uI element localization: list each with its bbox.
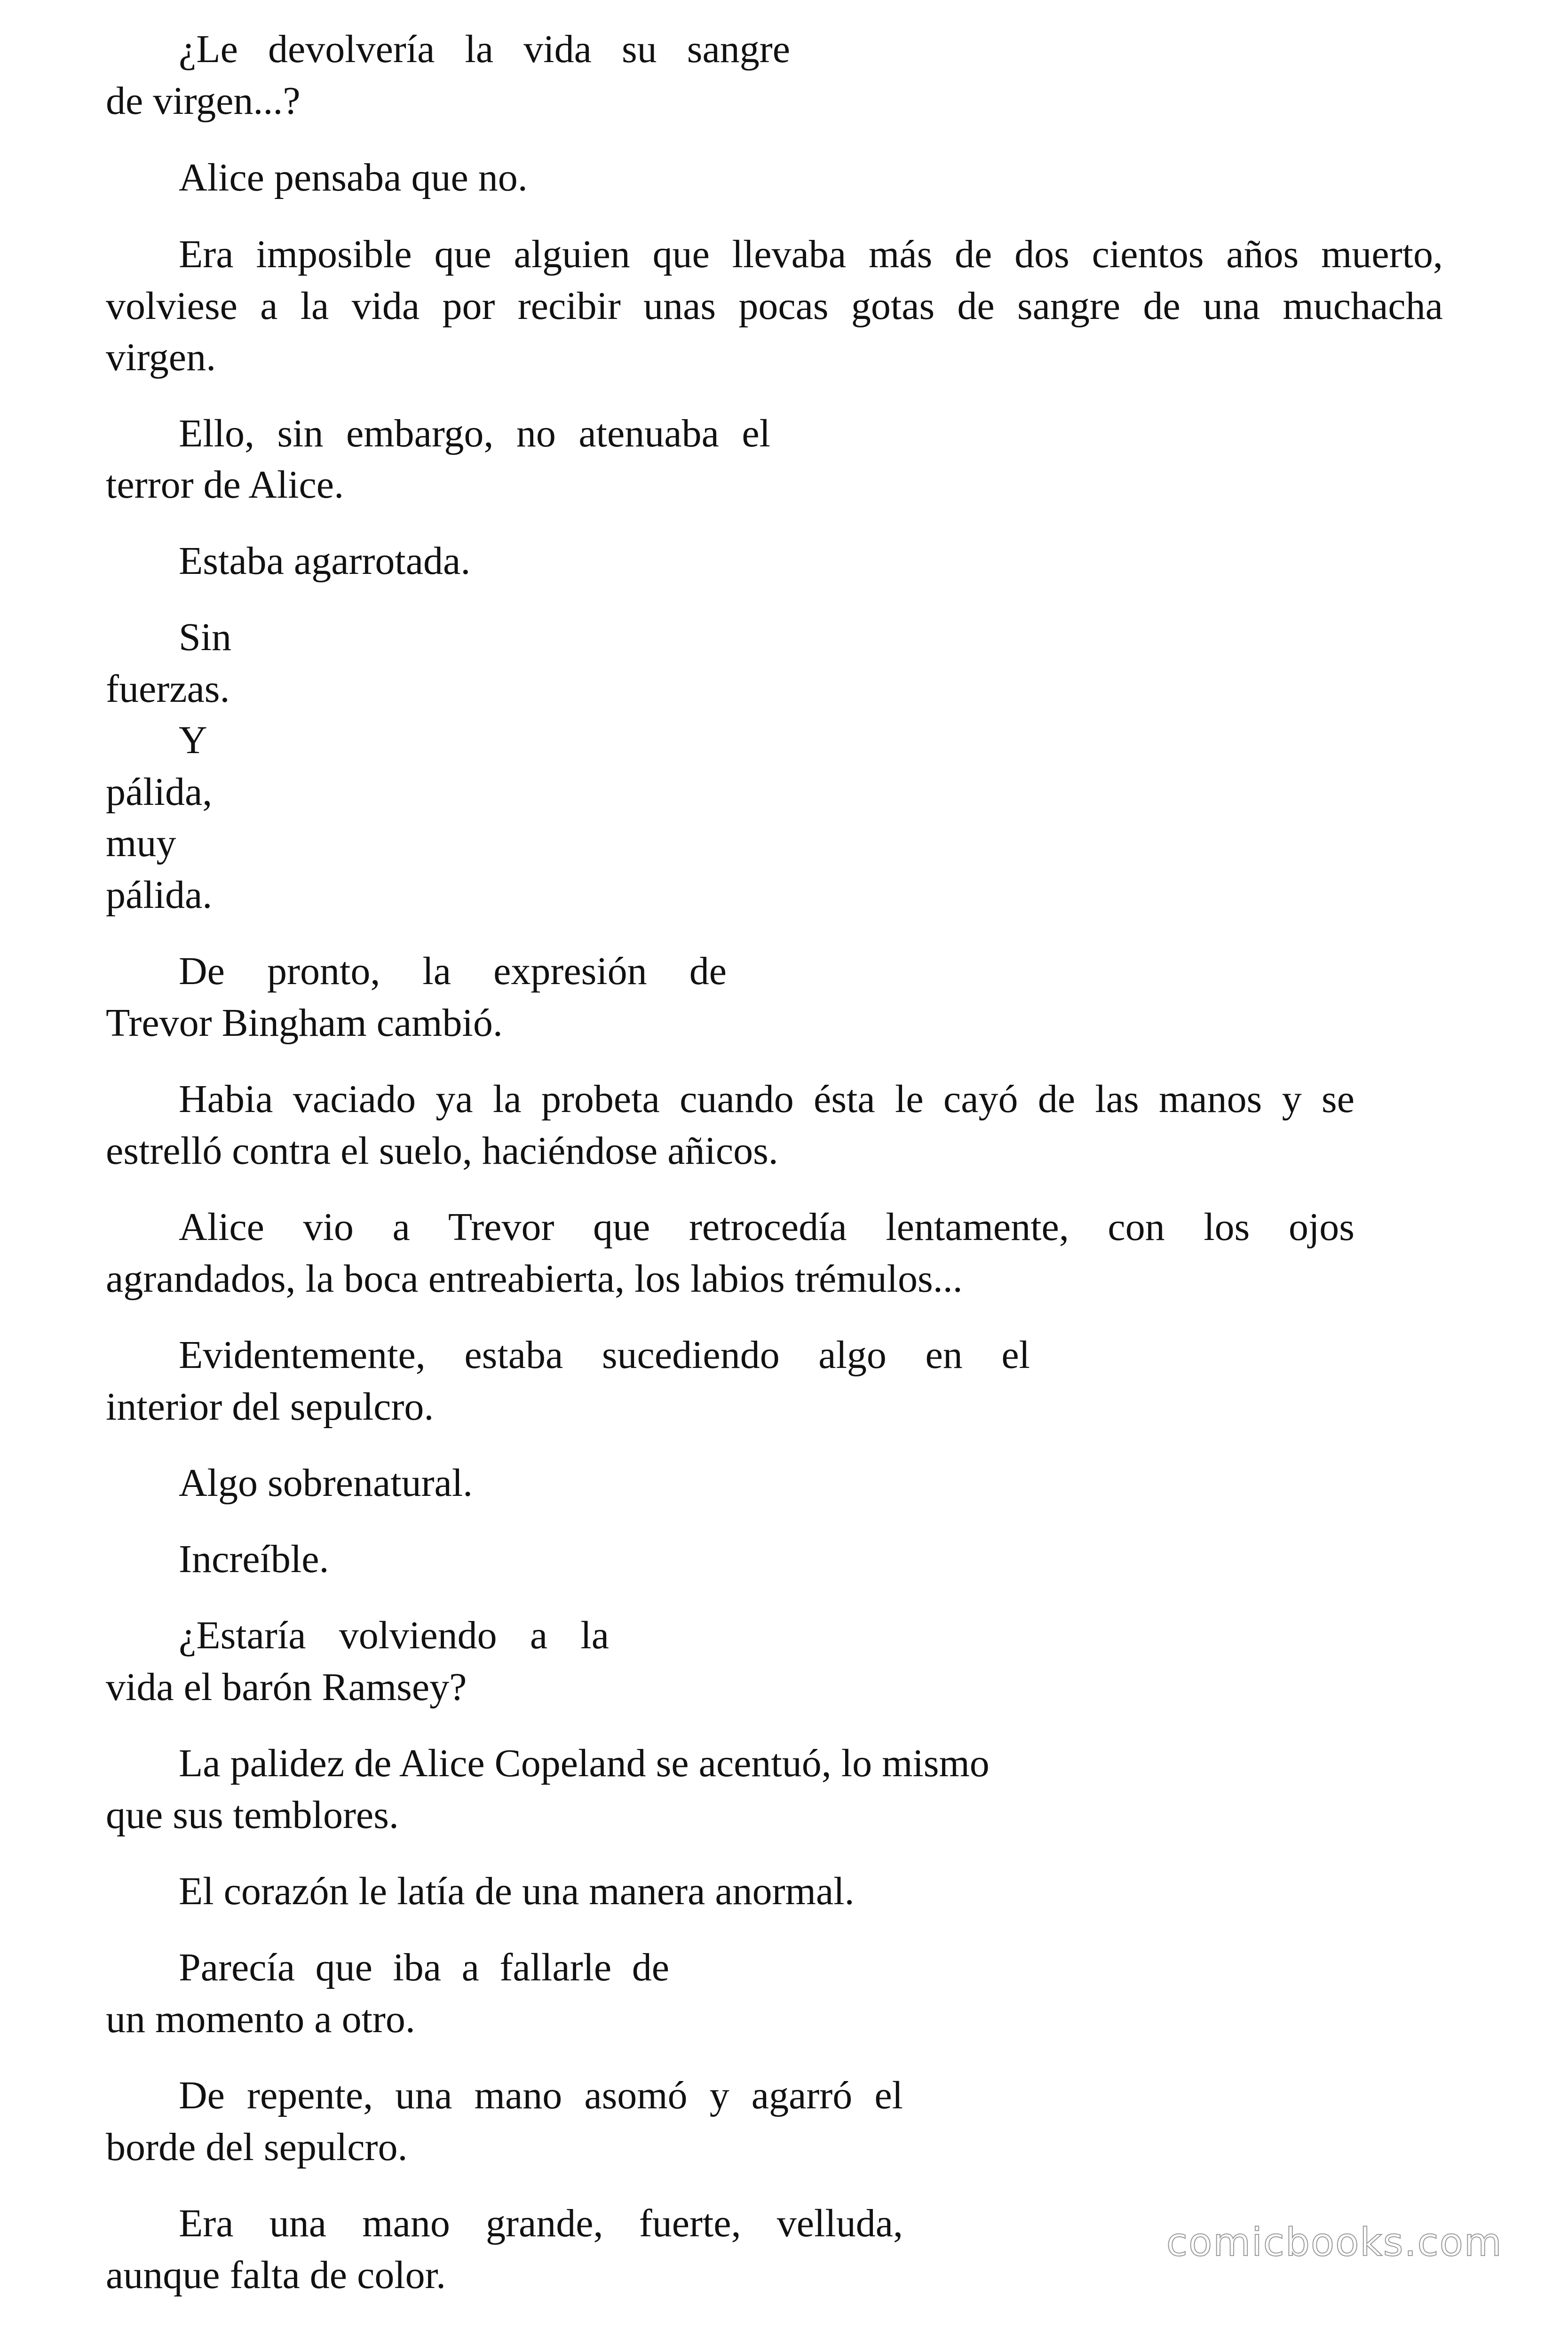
text-line: Sin bbox=[179, 615, 232, 659]
text-line: agrandados, la boca entreabierta, los labios trémulos... bbox=[106, 1257, 963, 1301]
text-line: El corazón le latía de una manera anormal. bbox=[179, 1869, 855, 1913]
text-line: de virgen...? bbox=[106, 79, 301, 123]
text-line: Ello, sin embargo, no atenuaba el bbox=[179, 412, 770, 455]
text-line: un momento a otro. bbox=[106, 1997, 415, 2041]
text-line: que sus temblores. bbox=[106, 1793, 399, 1837]
text-line: Algo sobrenatural. bbox=[179, 1461, 473, 1505]
text-line: muy bbox=[106, 821, 176, 865]
text-line: vida el barón Ramsey? bbox=[106, 1665, 467, 1709]
text-line: Estaba agarrotada. bbox=[179, 539, 471, 583]
text-line: terror de Alice. bbox=[106, 463, 344, 507]
text-line: virgen. bbox=[106, 335, 216, 379]
text-line: La palidez de Alice Copeland se acentuó, lo mismo bbox=[179, 1741, 990, 1785]
text-line: Y bbox=[179, 718, 207, 762]
watermark-logo: comicbooks.com bbox=[1166, 2220, 1503, 2265]
text-line: Habia vaciado ya la probeta cuando ésta le cayó de las manos y se bbox=[179, 1077, 1354, 1121]
text-line: Era una mano grande, fuerte, velluda, bbox=[179, 2201, 903, 2245]
text-line: De repente, una mano asomó y agarró el bbox=[179, 2074, 903, 2117]
text-line: aunque falta de color. bbox=[106, 2253, 446, 2297]
text-line: Era imposible que alguien que llevaba más de dos cientos años muerto, bbox=[179, 232, 1443, 276]
text-line: Trevor Bingham cambió. bbox=[106, 1001, 503, 1045]
text-line: borde del sepulcro. bbox=[106, 2125, 408, 2169]
text-line: De pronto, la expresión de bbox=[179, 949, 727, 993]
text-line: Parecía que iba a fallarle de bbox=[179, 1946, 669, 1989]
text-line: pálida. bbox=[106, 873, 213, 917]
text-line: estrelló contra el suelo, haciéndose añicos. bbox=[106, 1129, 778, 1173]
text-line: pálida, bbox=[106, 770, 213, 814]
text-line: fuerzas. bbox=[106, 667, 230, 711]
text-line: Alice vio a Trevor que retrocedía lentamente, con los ojos bbox=[179, 1205, 1354, 1249]
text-line: volviese a la vida por recibir unas pocas gotas de sangre de una muchacha bbox=[106, 284, 1443, 328]
text-line: Alice pensaba que no. bbox=[179, 156, 528, 199]
text-line: Evidentemente, estaba sucediendo algo en el bbox=[179, 1333, 1030, 1377]
text-line: interior del sepulcro. bbox=[106, 1385, 434, 1429]
text-line: Increíble. bbox=[179, 1537, 329, 1581]
text-line: ¿Le devolvería la vida su sangre bbox=[179, 27, 790, 71]
text-line: ¿Estaría volviendo a la bbox=[179, 1613, 609, 1657]
